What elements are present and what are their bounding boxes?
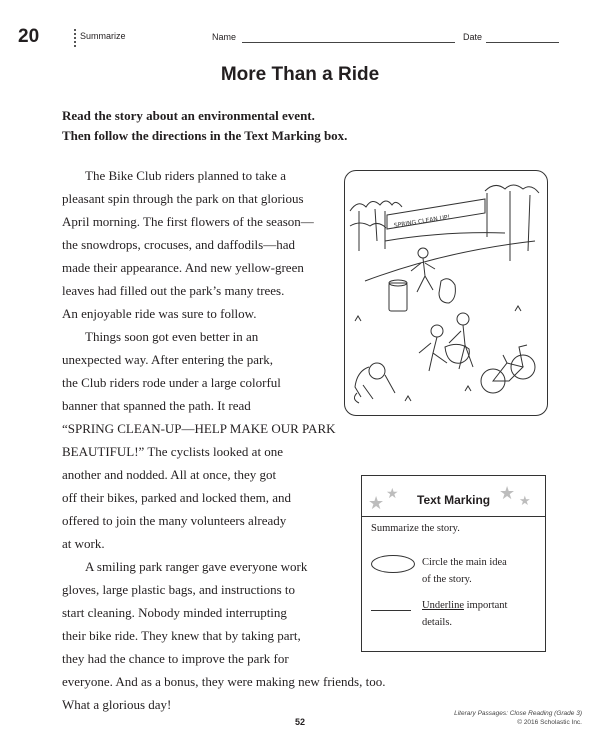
text-marking-title: Text Marking (417, 493, 491, 507)
story-line: A smiling park ranger gave everyone work (85, 559, 308, 574)
story-line: pleasant spin through the park on that glorious (62, 191, 304, 206)
story-line: off their bikes, parked and locked them, and (62, 490, 291, 505)
story-line: April morning. The first flowers of the season— (62, 214, 314, 229)
skill-label: Summarize (80, 31, 126, 41)
story-line: the snowdrops, crocuses, and daffodils—had (62, 237, 295, 252)
directions-line: Read the story about an environmental event. (62, 108, 315, 123)
star-icon: ★ (519, 493, 531, 508)
underline-word: Underline (422, 600, 464, 611)
story-line: offered to join the many volunteers already (62, 513, 287, 528)
circle-symbol-icon (371, 555, 415, 573)
underline-instruction-line: details. (422, 617, 453, 628)
story-line: leaves had filled out the park’s many trees. (62, 283, 285, 298)
page-header (18, 26, 558, 48)
date-field[interactable] (486, 42, 559, 43)
story-text (62, 164, 385, 716)
header-divider (74, 29, 76, 47)
circle-instruction-line: of the story. (422, 574, 472, 585)
circle-instruction-line: Circle the main idea (422, 557, 507, 568)
park-cleanup-drawing (345, 171, 547, 415)
text-marking-box (361, 475, 546, 652)
directions (62, 106, 347, 146)
story-line: gloves, large plastic bags, and instructions to (62, 582, 295, 597)
story-line: “SPRING CLEAN-UP—HELP MAKE OUR PARK (62, 421, 336, 436)
star-icon: ★ (386, 487, 399, 502)
story-line: banner that spanned the path. It read (62, 398, 251, 413)
story-line: What a glorious day! (62, 697, 172, 712)
page-number: 52 (294, 717, 305, 727)
banner-text: SPRING CLEAN UP! (393, 213, 451, 230)
underline-rest: important (464, 600, 508, 611)
story-line: everyone. And as a bonus, they were making new friends, too. (62, 674, 386, 689)
story-line: An enjoyable ride was sure to follow. (62, 306, 257, 321)
lesson-number: 20 (18, 26, 40, 47)
directions-line: Then follow the directions in the Text Marking box. (62, 128, 348, 143)
story-line: their bike ride. They knew that by taking part, (62, 628, 301, 643)
star-icon: ★ (368, 493, 385, 513)
story-illustration (344, 170, 548, 416)
copyright: © 2016 Scholastic Inc. (517, 719, 582, 726)
story-line: Things soon got even better in an (85, 329, 259, 344)
text-marking-instruction: Summarize the story. (371, 523, 460, 534)
story-line: at work. (62, 536, 105, 551)
story-line: another and nodded. All at once, they got (62, 467, 277, 482)
name-label: Name (212, 32, 237, 42)
page-footer (454, 709, 582, 727)
story-line: The Bike Club riders planned to take a (85, 168, 287, 183)
underline-symbol-icon (371, 610, 411, 611)
name-field[interactable] (242, 42, 455, 43)
story-line: the Club riders rode under a large colorful (62, 375, 281, 390)
story-line: start cleaning. Nobody minded interrupting (62, 605, 287, 620)
story-line: unexpected way. After entering the park, (62, 352, 274, 367)
underline-instruction-line (422, 597, 507, 614)
story-line: BEAUTIFUL!” The cyclists looked at one (62, 444, 284, 459)
story-line: made their appearance. And new yellow-green (62, 260, 304, 275)
story-line: they had the chance to improve the park for (62, 651, 289, 666)
text-marking-divider (362, 516, 545, 517)
star-icon: ★ (499, 483, 516, 503)
date-label: Date (463, 32, 483, 42)
circle-instruction (422, 554, 507, 588)
book-title: Literary Passages: Close Reading (Grade 3) (454, 710, 582, 717)
underline-instruction (422, 597, 507, 631)
page-title: More Than a Ride (220, 64, 380, 85)
